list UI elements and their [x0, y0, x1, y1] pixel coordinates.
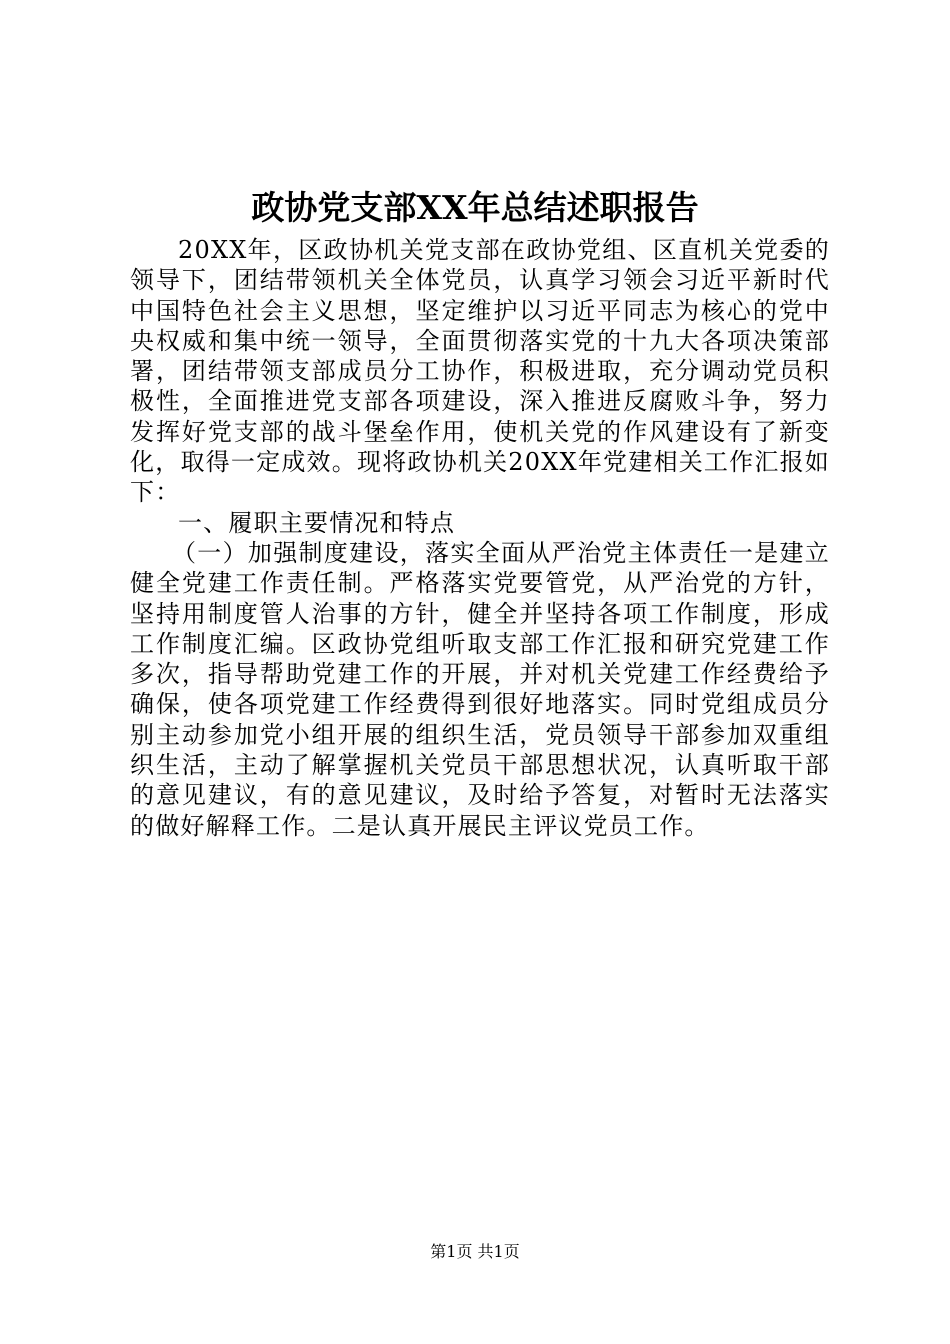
subsection-paragraph: （一）加强制度建设，落实全面从严治党主体责任一是建立健全党建工作责任制。严格落实党要管党，从严治党的方针，坚持用制度管人治事的方针，健全并坚持各项工作制度，形成工作制度汇编。区政协党组听取支部工作汇报和研究党建工作多次，指导帮助党建工作的开展，并对机关党建工作经费给予确保，使各项党建工作经费得到很好地落实。同时党组成员分别主动参加党小组开展的组织生活，党员领导干部参加双重组织生活，主动了解掌握机关党员干部思想状况，认真听取干部的意见建议，有的意见建议，及时给予答复，对暂时无法落实的做好解释工作。二是认真开展民主评议党员工作。: [130, 538, 830, 840]
document-title: 政协党支部XX年总结述职报告: [251, 188, 699, 227]
page-footer: 第1页 共1页: [430, 1242, 520, 1261]
intro-paragraph: 20XX年，区政协机关党支部在政协党组、区直机关党委的领导下，团结带领机关全体党员，认真学习领会习近平新时代中国特色社会主义思想，坚定维护以习近平同志为核心的党中央权威和集中统一领导，全面贯彻落实党的十九大各项决策部署，团结带领支部成员分工协作，积极进取，充分调动党员积极性，全面推进党支部各项建设，深入推进反腐败斗争，努力发挥好党支部的战斗堡垒作用，使机关党的作风建设有了新变化，取得一定成效。现将政协机关20XX年党建相关工作汇报如下：: [130, 236, 830, 507]
document-body: [130, 235, 830, 841]
section-heading: 一、履职主要情况和特点: [178, 508, 456, 537]
